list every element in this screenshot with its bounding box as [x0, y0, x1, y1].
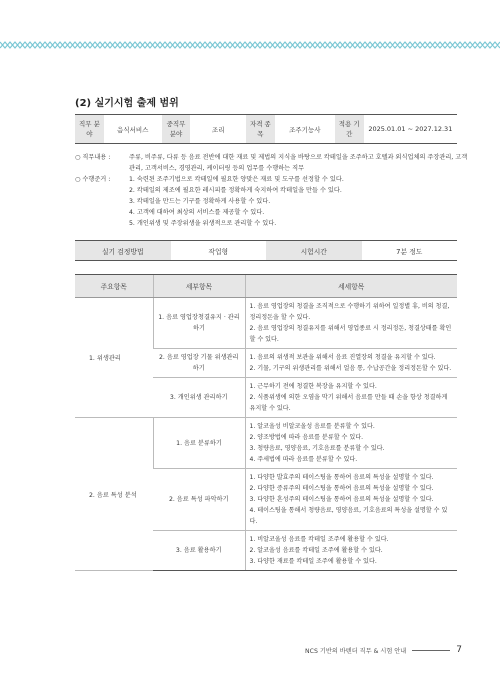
zigzag-border: [0, 40, 500, 50]
detail-item: 2. 양조방법에 따라 음료를 분류할 수 있다.: [249, 434, 364, 441]
exam-time-label: 시험시간: [266, 241, 362, 261]
detail-item: 1. 음료의 위생적 보관을 위해서 음료 진열장의 청결을 유지할 수 있다.: [249, 354, 436, 361]
perf-item: 1. 숙련된 조주기법으로 칵테일에 필요한 양맞은 재료 및 도구를 선정할 수 있다.: [129, 176, 344, 183]
sub-item: 1. 음료 영업장청결유지 · 관리하기: [153, 298, 245, 349]
detail-item: 2. 식품위생에 의한 오염을 막기 위해서 음료를 만들 때 손을 항상 청결하게 유지할 수 있다.: [249, 394, 448, 412]
detail-item: 4. 테이스팅을 통해서 청량음료, 영양음료, 기호음료의 특성을 설명할 수 있다.: [249, 507, 448, 525]
main-item-beverage-analysis: 2. 음료 특성 분석: [75, 418, 153, 571]
detail-item: 3. 청량음료, 영양음료, 기호음료를 분류할 수 있다.: [249, 445, 385, 452]
detail-items: [245, 531, 457, 571]
sub-item: 2. 음료 영업장 기물 위생관리하기: [153, 349, 245, 378]
exam-info-table: [75, 240, 457, 261]
perf-item: 4. 고객에 대하여 최상의 서비스를 제공할 수 있다.: [129, 209, 265, 216]
detail-item: 3. 다양한 혼성주의 테이스팅을 통하여 음료의 특성을 설명할 수 있다.: [249, 496, 434, 503]
detail-items: [245, 298, 457, 349]
sub-item: 3. 개인위생 관리하기: [153, 378, 245, 418]
detail-item: 1. 음료 영업장의 청결을 조직적으로 수행하기 위하여 일정별 휴, 비의 청결, 정리정돈을 할 수 있다.: [249, 303, 450, 321]
page-number: 7: [456, 645, 462, 655]
value-period: 2025.01.01 ~ 2027.12.31: [364, 115, 457, 144]
label-qualification: 자격 종목: [246, 115, 275, 144]
footer-rule: [412, 650, 450, 651]
detail-item: 2. 기물, 기구의 위생관리를 위해서 얼음 통, 수납공간을 정리정돈할 수 있다.: [249, 365, 452, 372]
perf-item: 3. 칵테일을 만드는 기구를 정확하게 사용할 수 있다.: [129, 198, 271, 205]
detail-item: 2. 음료 영업장의 청결유지를 위해서 영업종료 시 정리정돈, 청결상태를 확인할 수 있다.: [249, 325, 452, 343]
main-item-hygiene: 1. 위생관리: [75, 298, 153, 418]
detail-items: [245, 418, 457, 469]
header-sub-item: 세부항목: [153, 275, 245, 298]
perf-item: 2. 칵테일의 제조에 필요한 레시피를 정확하게 숙지하여 칵테일을 만들 수 있다.: [129, 187, 342, 194]
detail-item: 2. 알코올성 음료를 칵테일 조주에 활용할 수 있다.: [249, 547, 383, 554]
detail-items: [245, 469, 457, 531]
sub-item: 3. 음료 활용하기: [153, 531, 245, 571]
label-period: 적용 기간: [335, 115, 364, 144]
exam-time-value: 7분 정도: [362, 241, 458, 261]
exam-method-label: 실기 검정방법: [75, 241, 171, 261]
value-job-field: 음식서비스: [104, 115, 162, 144]
sub-item: 1. 음료 분류하기: [153, 418, 245, 469]
detail-items: [245, 349, 457, 378]
value-sub-job-field: 조리: [190, 115, 246, 144]
sub-item: 2. 음료 특성 파악하기: [153, 469, 245, 531]
section-title: (2) 실기시험 출제 범위: [75, 98, 179, 109]
detail-item: 1. 알코올성 비알코올성 음료를 분류할 수 있다.: [249, 423, 375, 430]
duty-label: ○ 직무내용 :: [75, 154, 111, 161]
label-job-field: 직무 분야: [75, 115, 104, 144]
perf-item: 5. 개인위생 및 주장위생을 위생적으로 관리할 수 있다.: [129, 220, 277, 227]
header-main-item: 주요항목: [75, 275, 153, 298]
scope-table: [75, 274, 457, 571]
value-qualification: 조주기능사: [275, 115, 335, 144]
detail-item: 1. 근무하기 전에 청결한 복장을 유지할 수 있다.: [249, 383, 377, 390]
label-sub-job-field: 중직무 분야: [162, 115, 191, 144]
page-footer: [305, 645, 462, 655]
info-table: [75, 114, 457, 144]
notes: [75, 152, 470, 229]
perf-label: ○ 수행준거 :: [75, 176, 111, 183]
detail-item: 1. 비알코올성 음료를 칵테일 조주에 활용할 수 있다.: [249, 536, 389, 543]
detail-item: 3. 다양한 재료를 칵테일 조주에 활용할 수 있다.: [249, 558, 377, 565]
detail-item: 1. 다양한 발효주의 테이스팅을 통하여 음료의 특성을 설명할 수 있다.: [249, 474, 434, 481]
header-detail-item: 세세항목: [245, 275, 457, 298]
duty-text: 주류, 비주류, 다류 등 음료 전반에 대한 재료 및 제법의 지식을 바탕으로 칵테일을 조주하고 호텔과 외식업체의 주장관리, 고객관리, 고객서비스, 경영관리, 케이터링 등의 업무를 수행하는 직무: [129, 154, 468, 172]
detail-item: 4. 주세법에 따라 음료를 분류할 수 있다.: [249, 456, 358, 463]
detail-item: 2. 다양한 증류주의 테이스팅을 통하여 음료의 특성을 설명할 수 있다.: [249, 485, 434, 492]
footer-text: NCS 기반의 바텐더 직무 & 시험 안내: [305, 647, 407, 655]
detail-items: [245, 378, 457, 418]
exam-method-value: 작업형: [171, 241, 267, 261]
